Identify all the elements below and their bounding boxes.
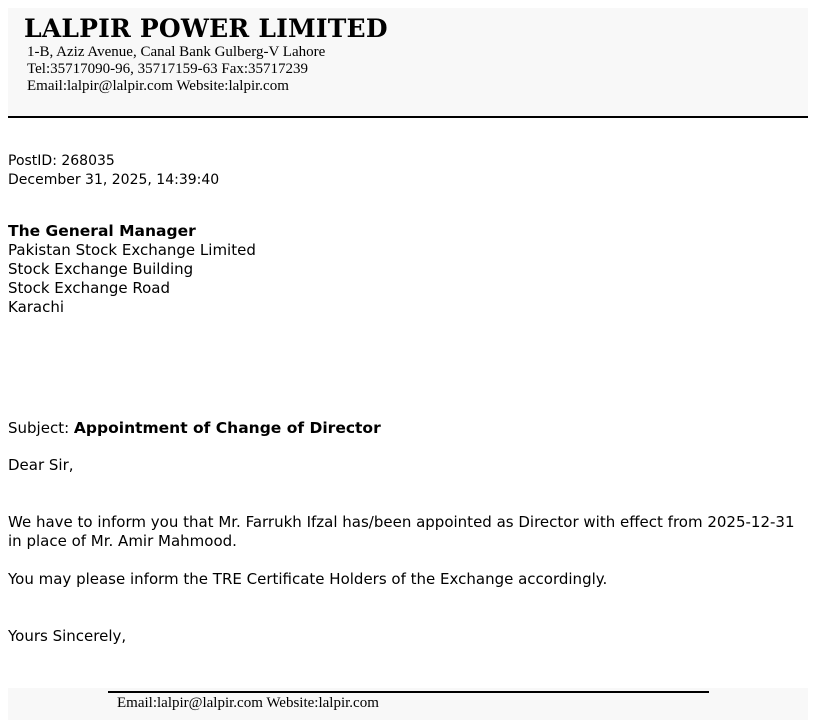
closing: Yours Sincerely, [8, 627, 127, 645]
footer-divider [108, 691, 709, 693]
body-paragraph-2: You may please inform the TRE Certificate Holders of the Exchange accordingly. [8, 570, 608, 588]
addressee-line-2: Stock Exchange Building [8, 260, 194, 278]
company-email-website: Email:lalpir@lalpir.com Website:lalpir.com [27, 78, 289, 94]
addressee-block [8, 222, 256, 317]
company-address: 1-B, Aziz Avenue, Canal Bank Gulberg-V Lahore [27, 44, 326, 60]
body-paragraph-1: We have to inform you that Mr. Farrukh Ifzal has/been appointed as Director with effect from 2025-12-31 in place of Mr. Amir Mahmood. [8, 513, 795, 550]
post-meta [8, 152, 219, 190]
addressee-line-1: Pakistan Stock Exchange Limited [8, 241, 256, 259]
addressee-line-4: Karachi [8, 298, 65, 316]
footer-email-website: Email:lalpir@lalpir.com Website:lalpir.com [117, 695, 379, 711]
company-phone-fax: Tel:35717090-96, 35717159-63 Fax:35717239 [27, 61, 309, 77]
company-name: LALPIR POWER LIMITED [24, 14, 388, 43]
subject-text: Appointment of Change of Director [73, 419, 381, 437]
subject-label: Subject: [8, 419, 70, 437]
footer [8, 688, 808, 720]
addressee-name: The General Manager [8, 222, 196, 240]
salutation: Dear Sir, [8, 456, 74, 474]
post-datetime: December 31, 2025, 14:39:40 [8, 172, 220, 188]
subject-line [8, 419, 381, 437]
post-id: PostID: 268035 [8, 153, 115, 169]
letterhead [8, 8, 808, 118]
addressee-line-3: Stock Exchange Road [8, 279, 170, 297]
